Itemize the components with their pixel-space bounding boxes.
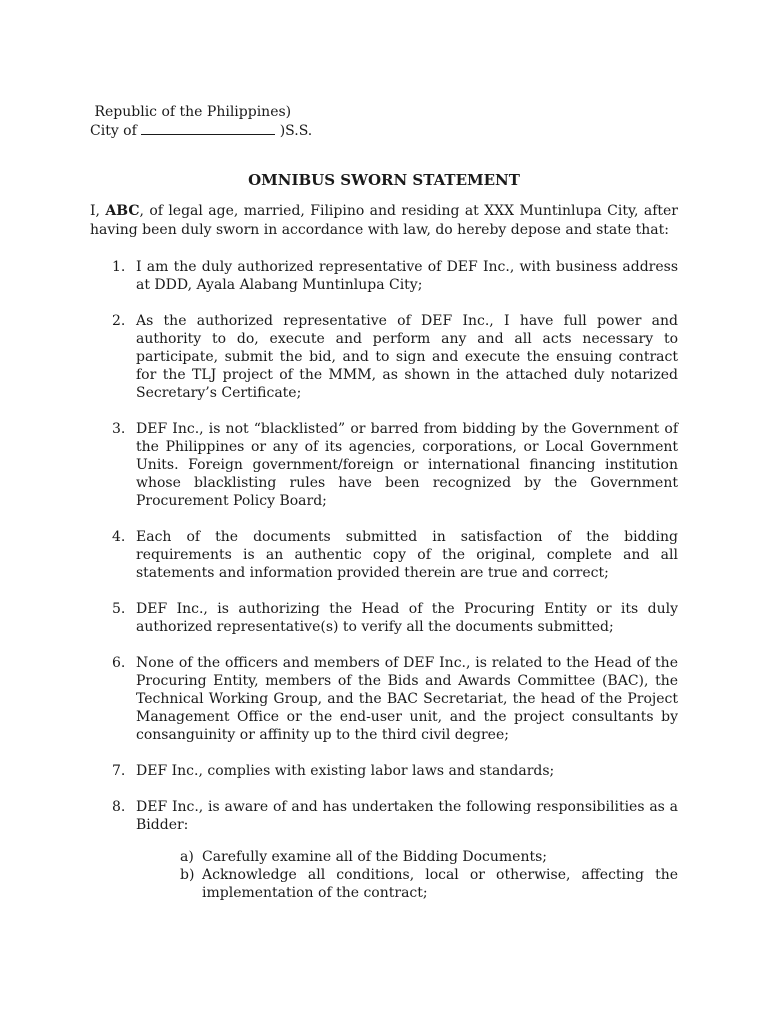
item-text: DEF Inc., is not “blacklisted” or barred from bidding by the Government of the Philippines or any of its agencies, corporations, or Local Government Units. Foreign government/foreign or international financing institution whose blacklisting rules have been recognized by the Government Procurement Policy Board; (136, 421, 678, 509)
responsibility-item (90, 848, 678, 866)
item-number: 8. (112, 799, 126, 815)
affiant-name: ABC (105, 203, 140, 219)
item-text: I am the duly authorized representative of DEF Inc., with business address at DDD, Ayala Alabang Muntinlupa City; (136, 259, 678, 293)
item-text: None of the officers and members of DEF Inc., is related to the Head of the Procuring Entity, members of the Bids and Awards Committee (BAC), the Technical Working Group, and the BAC Secretariat, the head of the Project Management Office or the end-user unit, and the project consultants by consanguinity or affinity up to the third civil degree; (136, 655, 678, 743)
item-text: As the authorized representative of DEF Inc., I have full power and authority to do, execute and perform any and all acts necessary to participate, submit the bid, and to sign and execute the ensuing contract for the TLJ project of the MMM, as shown in the attached duly notarized Secretary’s Certificate; (136, 313, 678, 401)
statement-item (90, 600, 678, 636)
item-text: DEF Inc., is aware of and has undertaken the following responsibilities as a Bidder: (136, 799, 678, 833)
venue-city-line (90, 122, 312, 141)
venue-city-label: City of (90, 123, 142, 139)
item-number: 1. (112, 259, 126, 275)
item-text: DEF Inc., complies with existing labor laws and standards; (136, 763, 555, 779)
statement-list (90, 258, 678, 902)
item-number: 2. (112, 313, 126, 329)
venue-ss-label: )S.S. (275, 123, 313, 139)
item-number: 3. (112, 421, 126, 437)
document-title: OMNIBUS SWORN STATEMENT (248, 171, 520, 189)
item-number: 7. (112, 763, 126, 779)
item-number: 6. (112, 655, 126, 671)
item-number: 5. (112, 601, 126, 617)
statement-item (90, 528, 678, 582)
item-text: DEF Inc., is authorizing the Head of the Procuring Entity or its duly authorized representative(s) to verify all the documents submitted; (136, 601, 678, 635)
subitem-text: Acknowledge all conditions, local or otherwise, affecting the implementation of the contract; (202, 867, 678, 901)
item-text: Each of the documents submitted in satisfaction of the bidding requirements is an authentic copy of the original, complete and all statements and information provided therein are true and correct; (136, 529, 678, 581)
item-number: 4. (112, 529, 126, 545)
intro-rest: , of legal age, married, Filipino and residing at XXX Muntinlupa City, after having been duly sworn in accordance with law, do hereby depose and state that: (90, 203, 678, 238)
responsibility-item (90, 866, 678, 902)
venue-republic-line: Republic of the Philippines) (90, 104, 292, 120)
statement-item (90, 312, 678, 402)
subitem-letter: a) (180, 849, 194, 865)
statement-item (90, 654, 678, 744)
statement-item (90, 798, 678, 834)
statement-item (90, 420, 678, 510)
statement-item (90, 762, 678, 780)
intro-paragraph (90, 202, 678, 240)
city-blank-line (141, 122, 275, 135)
subitem-letter: b) (180, 867, 195, 883)
bidder-responsibilities-list (90, 848, 678, 902)
intro-prefix: I, (90, 203, 106, 219)
venue-block (90, 103, 312, 141)
subitem-text: Carefully examine all of the Bidding Documents; (202, 849, 547, 865)
statement-item (90, 258, 678, 294)
